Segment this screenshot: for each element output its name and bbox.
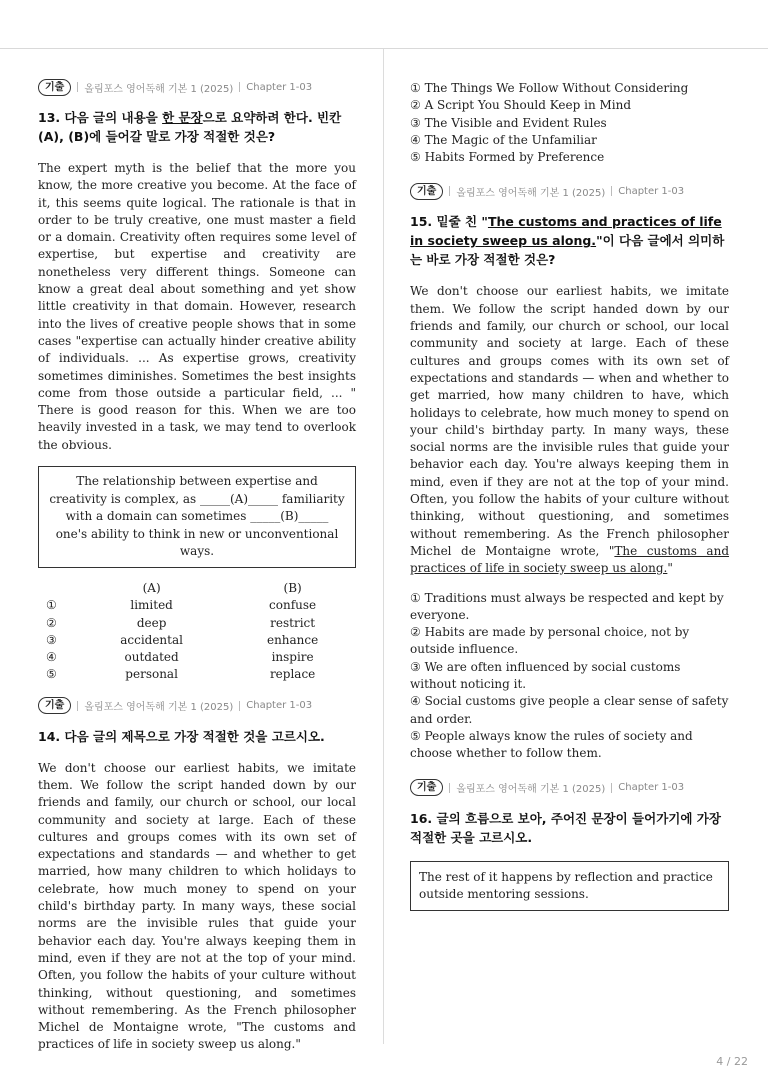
q13-option-b: restrict — [270, 615, 316, 630]
q13-source: 올림포스 영어독해 기본 1 (2025) — [84, 83, 234, 95]
separator — [449, 783, 450, 793]
q15-title-pre: 15. 밑줄 친 " — [410, 214, 488, 230]
q13-title-pre: 13. 다음 글의 내용을 — [38, 110, 163, 125]
q14-source: 올림포스 영어독해 기본 1 (2025) — [84, 702, 234, 714]
q13-option-a: limited — [130, 598, 173, 613]
q13-option-number: ⑤ — [46, 667, 57, 682]
q15-title-post: "이 다음 글에서 의미하는 바로 가장 적절한 것은? — [410, 233, 725, 268]
q13-option-row[interactable] — [38, 631, 356, 648]
q15-choice[interactable]: ② Habits are made by personal choice, not by outside influence. — [410, 625, 690, 657]
q13-option-b: confuse — [269, 598, 317, 613]
q15-choice[interactable]: ④ Social customs give people a clear sense of safety and order. — [410, 694, 729, 726]
q14-choice[interactable]: ④ The Magic of the Unfamiliar — [410, 132, 597, 147]
q13-passage: The expert myth is the belief that the more you know, the more creative you become. At the face of it, this seems quite logical. The rationale is that in order to be truly creative, one must master a field or a domain. Creativity often requires some level of expertise, but expertise and creativity are nonetheless very different things. Someone can know a great deal about something and yet show little creativity in that domain. However, research into the lives of creative people shows that in some cases "expertise can actually hinder creative ability of individuals. ... As expertise grows, creativity sometimes diminishes. Sometimes the best insights come from those outside a particular field, ... " There is good reason for this. When we are too heavily invested in a task, we may tend to overlook the obvious. — [38, 161, 356, 452]
q13-summary-box: The relationship between expertise and creativity is complex, as _____(A)_____ familiarity with a domain can sometimes _____(B)_____ one's ability to think in new or unconventional ways. — [38, 466, 356, 568]
q15-badge: 기출 — [410, 183, 443, 200]
q13-chapter: Chapter 1-03 — [246, 81, 313, 93]
q14-choice[interactable]: ③ The Visible and Evident Rules — [410, 115, 607, 130]
q15-passage — [410, 283, 729, 577]
q13-option-number: ④ — [46, 649, 57, 664]
q14-badge: 기출 — [38, 697, 71, 714]
separator — [239, 701, 240, 711]
q14-choice[interactable]: ⑤ Habits Formed by Preference — [410, 150, 605, 165]
q15-choices — [410, 590, 729, 763]
q13-option-b: replace — [269, 667, 316, 682]
q14-source-line — [38, 697, 356, 715]
q15-source-line — [410, 182, 729, 200]
q15-passage-underlined: The customs and practices of life in society sweep us along. — [410, 543, 729, 576]
q13-option-number: ① — [46, 598, 57, 613]
page-separator: / — [723, 1055, 734, 1068]
header-rule — [0, 48, 768, 49]
q13-option-a: deep — [136, 615, 167, 630]
q14-choices — [410, 80, 729, 166]
q13-badge: 기출 — [38, 79, 71, 96]
page-total: 22 — [734, 1055, 748, 1068]
q13-title-underlined: 한 문장 — [162, 110, 203, 125]
column-divider — [383, 49, 384, 1044]
q14-choice[interactable]: ① The Things We Follow Without Considering — [410, 81, 689, 95]
q13-col-b-header: (B) — [283, 581, 302, 596]
q16-title: 16. 글의 흐름으로 보아, 주어진 문장이 들어가기에 가장 적절한 곳을 고르시오. — [410, 810, 721, 845]
q15-passage-end: " — [667, 561, 673, 576]
separator — [611, 186, 612, 196]
q14-choice[interactable]: ② A Script You Should Keep in Mind — [410, 98, 632, 113]
right-column — [410, 80, 729, 911]
separator — [611, 783, 612, 793]
q15-choice[interactable]: ③ We are often influenced by social customs without noticing it. — [410, 659, 681, 692]
q13-option-row[interactable] — [38, 597, 356, 614]
q15-passage-main: We don't choose our earliest habits, we imitate them. We follow the script handed down by our friends and family, our church or school, our local community and society at large. Each of these cultures and groups comes with its own set of expectations and standards — when and whether to get married, how many children to have, which holidays to celebrate, how much money to spend on your child's birthday party. In many ways, these social norms are the invisible rules that guide your behavior each day. You're always keeping them in mind, even if they are not at the top of your mind. Often, you follow the habits of your culture without thinking, without questioning, and sometimes without remembering. As the French philosopher Michel de Montaigne wrote, " — [410, 284, 729, 558]
q13-options-header — [38, 580, 356, 597]
q15-title-underlined: The customs and practices of life in society sweep us along. — [410, 214, 722, 249]
separator — [77, 701, 78, 711]
q16-source-line — [410, 779, 729, 797]
q13-option-b: enhance — [266, 632, 319, 647]
separator — [77, 82, 78, 92]
q14-chapter: Chapter 1-03 — [246, 700, 313, 712]
q13-option-a: accidental — [120, 632, 183, 647]
separator — [449, 186, 450, 196]
q13-option-a: outdated — [124, 649, 179, 664]
q13-source-line — [38, 78, 356, 96]
q13-option-row[interactable] — [38, 614, 356, 631]
page-number — [716, 1055, 748, 1068]
q14-passage: We don't choose our earliest habits, we imitate them. We follow the script handed down by our friends and family, our church or school, our local community and society at large. Each of these cultures and groups comes with its own set of expectations and standards — and whether to get married, how many children to which holidays to celebrate, how much money to spend on your child's birthday party. In many ways, these social norms are the invisible rules that guide your behavior each day. You're always keeping them in mind, even if they are not at the top of your mind. Often, you follow the habits of your culture without thinking, without questioning, and sometimes without remembering. As the French philosopher Michel de Montaigne wrote, "The customs and practices of life in society sweep us along." — [38, 760, 356, 1052]
q15-title — [410, 212, 729, 269]
q15-source: 올림포스 영어독해 기본 1 (2025) — [456, 187, 606, 199]
page-current: 4 — [716, 1055, 724, 1068]
q13-title — [38, 108, 356, 146]
q13-options-table — [38, 580, 356, 683]
q13-option-b: inspire — [271, 649, 314, 664]
q15-chapter: Chapter 1-03 — [618, 185, 685, 197]
q13-option-row[interactable] — [38, 648, 356, 665]
q16-source: 올림포스 영어독해 기본 1 (2025) — [456, 784, 606, 795]
q13-option-a: personal — [125, 667, 178, 682]
left-column — [38, 78, 356, 1066]
q13-option-number: ③ — [46, 632, 57, 647]
separator — [239, 82, 240, 92]
q13-option-number: ② — [46, 615, 57, 630]
q13-title-post: 으로 요약하려 한다. 빈칸 (A), (B)에 들어갈 말로 가장 적절한 것은? — [38, 110, 342, 144]
q16-given-sentence-box: The rest of it happens by reflection and practice outside mentoring sessions. — [410, 861, 729, 912]
q15-choice[interactable]: ① Traditions must always be respected and kept by everyone. — [410, 590, 724, 622]
q13-option-row[interactable] — [38, 665, 356, 682]
q16-chapter: Chapter 1-03 — [618, 782, 685, 793]
q14-title: 14. 다음 글의 제목으로 가장 적절한 것을 고르시오. — [38, 728, 325, 744]
q16-badge: 기출 — [410, 779, 443, 796]
q13-col-a-header: (A) — [142, 581, 161, 596]
q15-choice[interactable]: ⑤ People always know the rules of society and choose whether to follow them. — [410, 728, 693, 761]
